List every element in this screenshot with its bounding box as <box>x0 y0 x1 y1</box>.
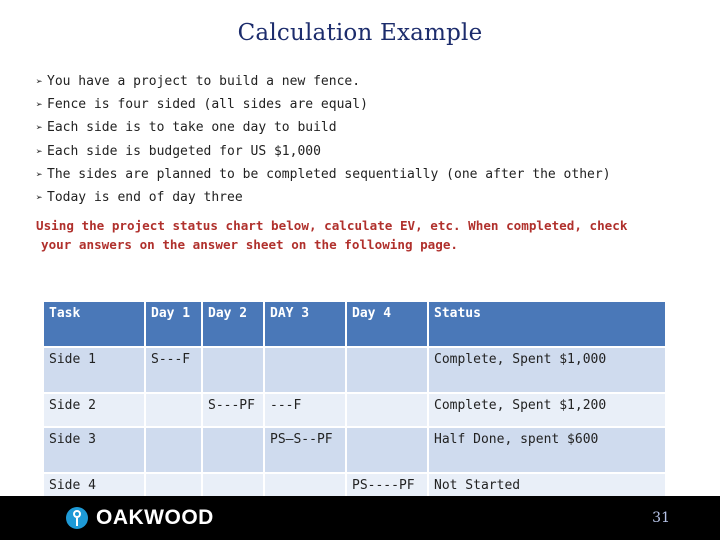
table-cell: Side 4 <box>44 474 144 506</box>
header-status: Status <box>429 302 665 346</box>
oakwood-logo <box>66 505 214 531</box>
table-header-row <box>44 302 665 346</box>
table-cell: S---F <box>146 348 201 392</box>
bullet-list <box>36 74 696 213</box>
instruction-line-2: your answers on the answer sheet on the following page. <box>41 237 459 252</box>
table-cell: Complete, Spent $1,000 <box>429 348 665 392</box>
bullet-text: Fence is four sided (all sides are equal) <box>47 97 368 113</box>
bullet-text: Each side is to take one day to build <box>47 120 337 136</box>
bullet-item <box>36 144 696 167</box>
table-cell <box>347 348 427 392</box>
table-cell <box>203 348 263 392</box>
oakwood-pin-icon <box>66 507 88 529</box>
header-day-2: Day 2 <box>203 302 263 346</box>
table-cell <box>146 394 201 426</box>
table-cell: PS----PF <box>347 474 427 506</box>
table-cell <box>347 394 427 426</box>
arrow-bullet-icon: ➢ <box>36 144 43 158</box>
table-cell: PS—S--PF <box>265 428 345 472</box>
table-cell <box>347 428 427 472</box>
bullet-text: The sides are planned to be completed sequentially (one after the other) <box>47 166 611 182</box>
table-row <box>44 348 665 392</box>
table-cell <box>203 428 263 472</box>
page-number: 31 <box>652 510 670 526</box>
header-day-1: Day 1 <box>146 302 201 346</box>
arrow-bullet-icon: ➢ <box>36 121 43 135</box>
table-row <box>44 428 665 472</box>
table-cell: Complete, Spent $1,200 <box>429 394 665 426</box>
arrow-bullet-icon: ➢ <box>36 190 43 204</box>
instruction-line-1: Using the project status chart below, calculate EV, etc. When completed, check <box>36 218 628 233</box>
instruction-note <box>36 216 696 254</box>
bullet-item <box>36 190 696 213</box>
table-cell: Not Started <box>429 474 665 506</box>
table-cell <box>265 348 345 392</box>
arrow-bullet-icon: ➢ <box>36 75 43 88</box>
header-task: Task <box>44 302 144 346</box>
slide-title: Calculation Example <box>237 20 483 46</box>
table-cell: Side 2 <box>44 394 144 426</box>
footer-bar <box>0 496 720 540</box>
bullet-item <box>36 167 696 190</box>
project-status-table <box>42 300 667 508</box>
header-day-4: Day 4 <box>347 302 427 346</box>
arrow-bullet-icon: ➢ <box>36 167 43 181</box>
table-cell: S---PF <box>203 394 263 426</box>
bullet-item <box>36 97 696 120</box>
bullet-text: Today is end of day three <box>47 189 243 205</box>
bullet-item <box>36 120 696 143</box>
bullet-text: Each side is budgeted for US $1,000 <box>47 143 321 159</box>
logo-text: OAKWOOD <box>96 506 214 529</box>
table-cell: ---F <box>265 394 345 426</box>
bullet-item <box>36 74 696 97</box>
header-day-3: DAY 3 <box>265 302 345 346</box>
table-cell <box>146 428 201 472</box>
table-cell: Side 1 <box>44 348 144 392</box>
table-cell: Side 3 <box>44 428 144 472</box>
table-row <box>44 394 665 426</box>
table-cell: Half Done, spent $600 <box>429 428 665 472</box>
arrow-bullet-icon: ➢ <box>36 98 43 112</box>
bullet-text: You have a project to build a new fence. <box>47 74 361 89</box>
